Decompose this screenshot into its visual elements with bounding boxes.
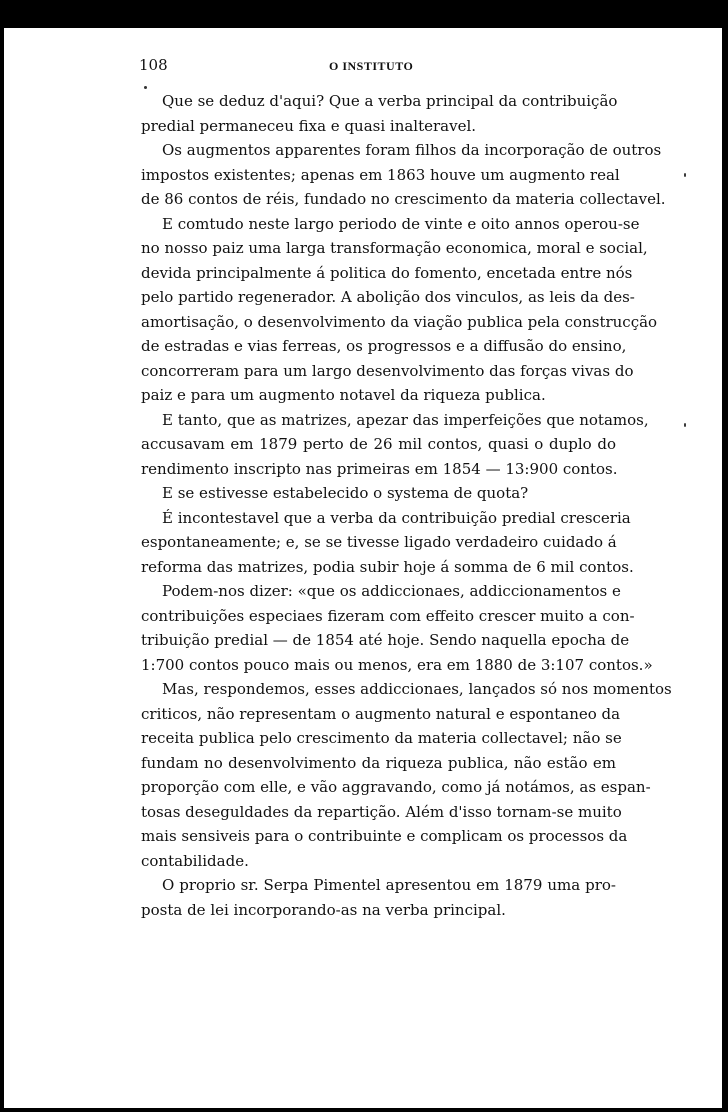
- page-header: [139, 56, 617, 76]
- text-line: fundam no desenvolvimento da riqueza publica, não estão em: [141, 753, 616, 772]
- text-line: E comtudo neste largo periodo de vinte e oito annos operou-se: [162, 214, 640, 233]
- ink-speck: [684, 173, 686, 177]
- text-line: mais sensiveis para o contribuinte e complicam os processos da: [141, 827, 628, 845]
- text-line: no nosso paiz uma larga transformação economica, moral e social,: [141, 239, 648, 257]
- text-line: O proprio sr. Serpa Pimentel apresentou em 1879 uma pro-: [162, 876, 616, 894]
- ink-speck: [684, 423, 686, 427]
- text-line: contribuições especiaes fizeram com effeito crescer muito a con-: [141, 606, 635, 625]
- text-line: tribuição predial — de 1854 até hoje. Sendo naquella epocha de: [141, 631, 630, 649]
- text-line: É incontestavel que a verba da contribuição predial cresceria: [162, 508, 631, 527]
- text-line: predial permaneceu fixa e quasi inalteravel.: [141, 116, 477, 135]
- text-line: contabilidade.: [141, 851, 249, 870]
- text-line: devida principalmente á politica do fomento, encetada entre nós: [141, 263, 633, 282]
- text-line: E se estivesse estabelecido o systema de quota?: [162, 484, 529, 502]
- text-line: receita publica pelo crescimento da materia collectavel; não se: [141, 729, 622, 747]
- text-line: pelo partido regenerador. A abolição dos vinculos, as leis da des-: [141, 288, 635, 306]
- text-line: reforma das matrizes, podia subir hoje á somma de 6 mil contos.: [141, 557, 634, 576]
- text-line: concorreram para um largo desenvolvimento das forças vivas do: [141, 361, 634, 380]
- text-line: impostos existentes; apenas em 1863 houve um augmento real: [141, 165, 620, 184]
- body-text: [141, 89, 672, 922]
- text-line: tosas deseguldades da repartição. Além d'isso tornam-se muito: [141, 802, 622, 821]
- text-line: espontaneamente; e, se se tivesse ligado verdadeiro cuidado á: [141, 533, 617, 551]
- text-line: Podem-nos dizer: «que os addiccionaes, addiccionamentos e: [162, 582, 621, 600]
- text-line: de 86 contos de réis, fundado no crescimento da materia collectavel.: [141, 190, 666, 208]
- text-line: Os augmentos apparentes foram filhos da incorporação de outros: [162, 141, 662, 159]
- text-line: posta de lei incorporando-as na verba principal.: [141, 900, 506, 919]
- text-line: Que se deduz d'aqui? Que a verba principal da contribuição: [162, 92, 618, 110]
- text-line: 1:700 contos pouco mais ou menos, era em 1880 de 3:107 contos.»: [141, 655, 653, 674]
- text-line: criticos, não representam o augmento natural e espontaneo da: [141, 704, 621, 723]
- running-head: O INSTITUTO: [329, 59, 414, 73]
- text-line: de estradas e vias ferreas, os progressos e a diffusão do ensino,: [141, 337, 627, 355]
- text-line: paiz e para um augmento notavel da riqueza publica.: [141, 386, 546, 404]
- text-line: proporção com elle, e vão aggravando, como já notámos, as espan-: [141, 778, 651, 796]
- text-line: accusavam em 1879 perto de 26 mil contos, quasi o duplo do: [141, 435, 616, 453]
- text-line: E tanto, que as matrizes, apezar das imperfeições que notamos,: [162, 410, 649, 429]
- page-number: 108: [139, 56, 168, 74]
- text-line: amortisação, o desenvolvimento da viação publica pela construcção: [141, 312, 658, 331]
- text-line: Mas, respondemos, esses addiccionaes, lançados só nos momentos: [162, 680, 672, 698]
- text-line: rendimento inscripto nas primeiras em 1854 — 13:900 contos.: [141, 459, 618, 478]
